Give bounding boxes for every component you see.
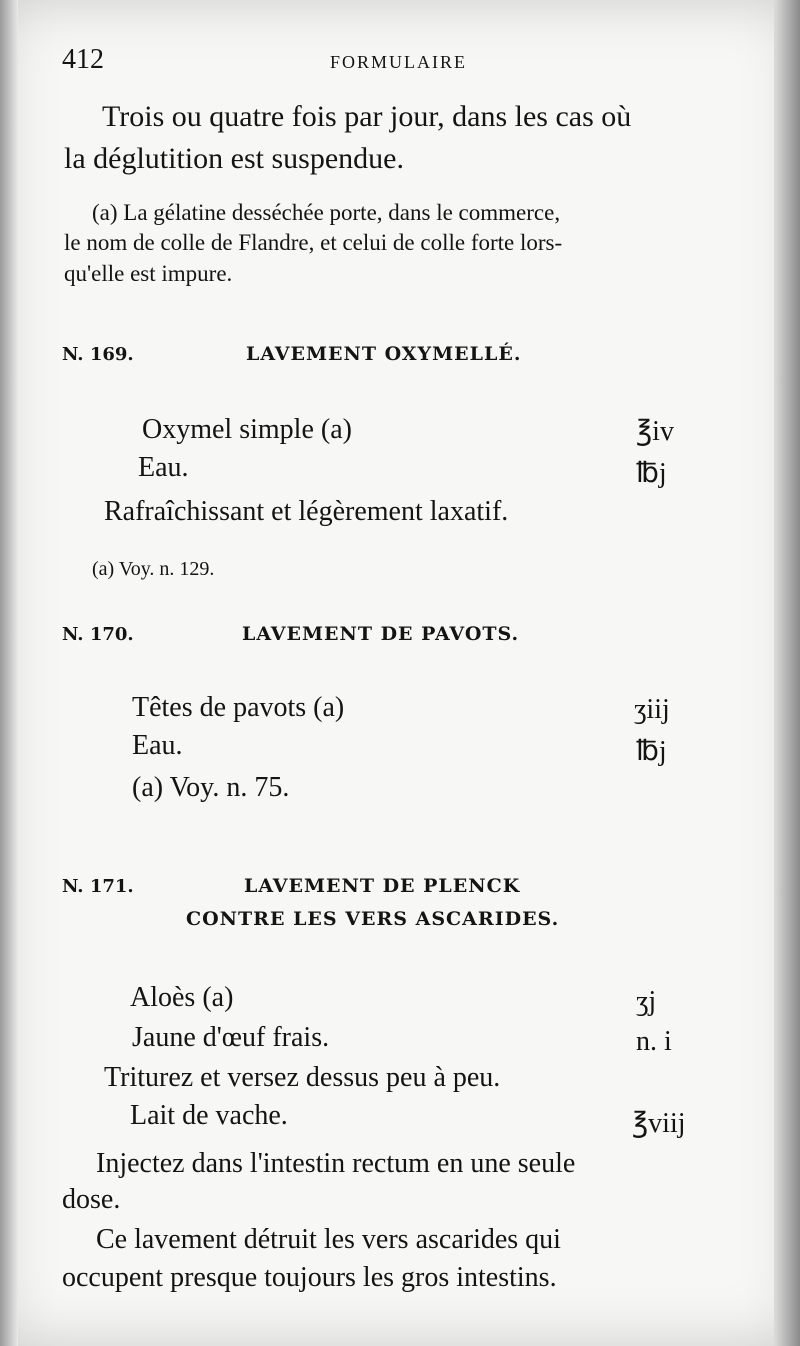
footnote-line: (a) La gélatine desséchée porte, dans le commerce,: [92, 200, 561, 225]
ingredient-quantity: ʒj: [636, 986, 657, 1017]
body-text-line: Ce lavement détruit les vers ascarides qui: [96, 1224, 561, 1255]
body-text-line: occupent presque toujours les gros intestins.: [62, 1262, 557, 1293]
footnote-line: le nom de colle de Flandre, et celui de colle forte lors-: [64, 230, 563, 255]
ingredient-quantity: ℔j: [636, 458, 667, 489]
ingredient-name: Oxymel simple (a): [142, 414, 352, 445]
running-title: FORMULAIRE: [330, 52, 468, 72]
page-number: 412: [62, 44, 104, 75]
ingredient-name: Aloès (a): [130, 982, 234, 1013]
body-text-line: dose.: [62, 1184, 121, 1215]
page-edge-right: [774, 0, 800, 1346]
recipe-title: CONTRE LES VERS ASCARIDES.: [186, 908, 560, 930]
body-text-line: la déglutition est suspendue.: [64, 142, 404, 175]
footnote-line: (a) Voy. n. 129.: [92, 558, 215, 580]
ingredient-name: Eau.: [138, 452, 189, 483]
recipe-title: LAVEMENT OXYMELLÉ.: [246, 343, 522, 365]
page-shadow-left: [0, 0, 18, 1346]
footnote-line: qu'elle est impure.: [64, 261, 233, 286]
ingredient-quantity: n. i: [636, 1026, 672, 1057]
ingredient-name: Têtes de pavots (a): [132, 692, 345, 723]
recipe-number: N. 170.: [62, 624, 134, 645]
ingredient-name: Jaune d'œuf frais.: [132, 1022, 330, 1053]
ingredient-name: Eau.: [132, 730, 183, 761]
footnote-line: (a) Voy. n. 75.: [132, 772, 290, 803]
ingredient-quantity: ℔j: [636, 736, 667, 767]
ingredient-quantity: ʒiij: [634, 694, 670, 725]
recipe-number: N. 171.: [62, 876, 134, 897]
recipe-title: LAVEMENT DE PLENCK: [244, 875, 521, 897]
recipe-instruction: Triturez et versez dessus peu à peu.: [104, 1062, 501, 1093]
ingredient-quantity: ℥iv: [636, 416, 674, 447]
recipe-number: N. 169.: [62, 344, 134, 365]
ingredient-name: Lait de vache.: [130, 1100, 288, 1131]
recipe-title: LAVEMENT DE PAVOTS.: [242, 623, 520, 645]
ingredient-quantity: ℥viij: [632, 1108, 686, 1139]
recipe-note: Rafraîchissant et légèrement laxatif.: [104, 496, 509, 527]
body-text-line: Trois ou quatre fois par jour, dans les cas où: [102, 100, 632, 133]
body-text-line: Injectez dans l'intestin rectum en une seule: [96, 1148, 576, 1179]
